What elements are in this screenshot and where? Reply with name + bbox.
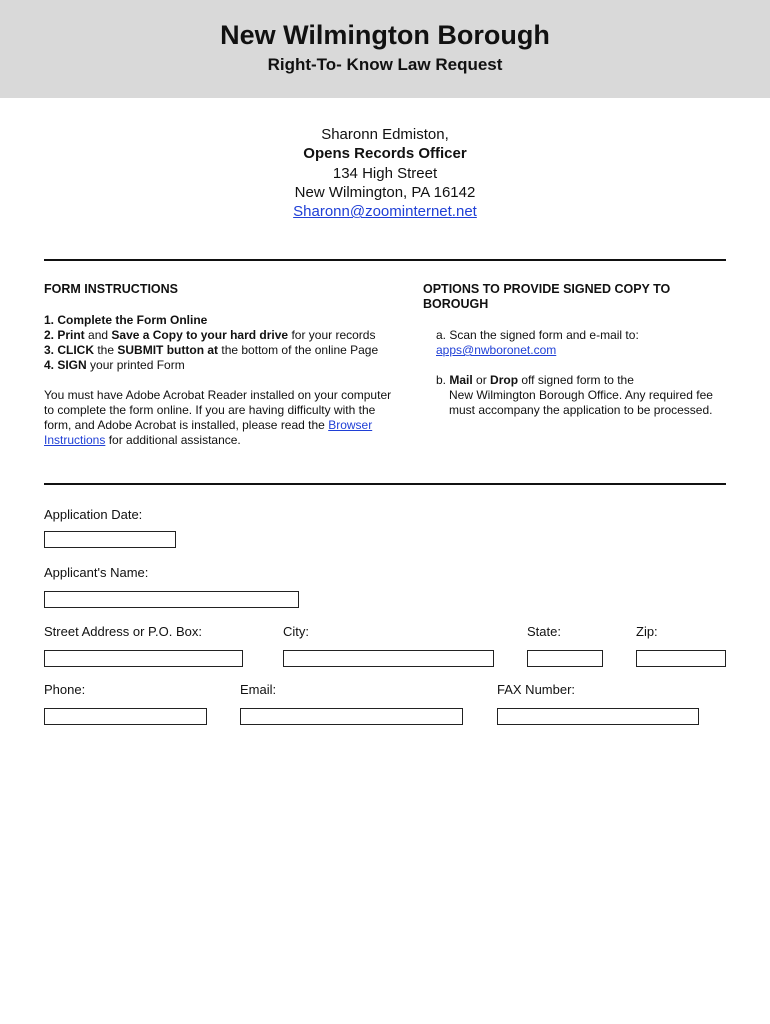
email-label: Email:: [240, 682, 277, 697]
instructions-heading: FORM INSTRUCTIONS: [44, 282, 179, 296]
state-label: State:: [527, 624, 561, 639]
contact-street: 134 High Street: [332, 164, 438, 182]
option-a: a. Scan the signed form and e-mail to: apps@nwboronet.com: [436, 328, 639, 357]
contact-email-link[interactable]: Sharonn@zoominternet.net: [293, 203, 477, 221]
city-label: City:: [283, 624, 309, 639]
zip-label: Zip:: [636, 624, 658, 639]
application-date-field[interactable]: [44, 531, 176, 548]
instruction-step: 3. CLICK the SUBMIT button at the bottom of the online Page: [44, 343, 379, 357]
applicant-name-field[interactable]: [44, 591, 299, 608]
instruction-step: 1. Complete the Form Online: [44, 313, 208, 327]
instruction-step: 4. SIGN your printed Form: [44, 358, 185, 372]
options-heading: OPTIONS TO PROVIDE SIGNED COPY TO BOROUGH: [423, 282, 671, 311]
state-field[interactable]: [527, 650, 603, 667]
page-title: New Wilmington Borough: [220, 20, 550, 50]
acrobat-note: You must have Adobe Acrobat Reader installed on your computer to complete the form online. If you are having difficulty with the form, and Adobe Acrobat is installed, please read the Browser Instructions for additional assistance.: [44, 388, 392, 447]
page-subtitle: Right-To- Know Law Request: [267, 55, 503, 74]
contact-block: [0, 125, 770, 221]
phone-field[interactable]: [44, 708, 207, 725]
apps-email-link[interactable]: apps@nwboronet.com: [436, 343, 557, 357]
phone-label: Phone:: [44, 682, 86, 697]
instructions-steps: [44, 313, 394, 373]
street-address-label: Street Address or P.O. Box:: [44, 624, 203, 639]
fax-field[interactable]: [497, 708, 699, 725]
form-instructions: [44, 282, 394, 448]
application-date-label: Application Date:: [44, 507, 143, 522]
contact-name: Sharonn Edmiston,: [321, 126, 449, 143]
page-header: [0, 0, 770, 98]
zip-field[interactable]: [636, 650, 726, 667]
city-field[interactable]: [283, 650, 494, 667]
browser-instructions-link[interactable]: Browser Instructions: [44, 418, 373, 447]
option-b: b. Mail or Drop off signed form to the New Wilmington Borough Office. Any required fee must accompany the application to be processed.: [436, 373, 713, 417]
applicant-name-label: Applicant's Name:: [44, 565, 149, 580]
instruction-step: 2. Print and Save a Copy to your hard drive for your records: [44, 328, 376, 342]
street-address-field[interactable]: [44, 650, 243, 667]
contact-city: New Wilmington, PA 16142: [294, 183, 476, 201]
email-field[interactable]: [240, 708, 463, 725]
fax-label: FAX Number:: [497, 682, 576, 697]
contact-role: Opens Records Officer: [303, 145, 467, 163]
divider-form: [44, 483, 726, 485]
options-section: [423, 282, 713, 418]
divider-top: [44, 259, 726, 261]
